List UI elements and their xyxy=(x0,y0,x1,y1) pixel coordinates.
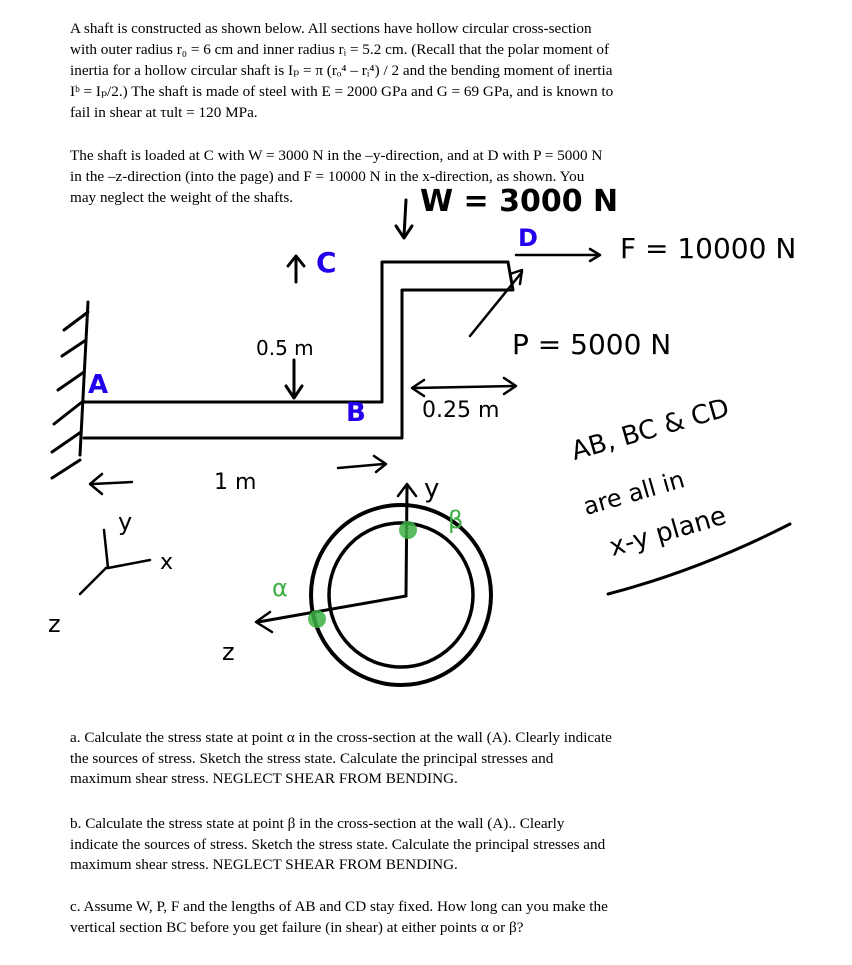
loading-line-3: may neglect the weight of the shafts. xyxy=(70,189,294,206)
plane-note-line-2: are all in xyxy=(580,465,688,521)
beta-point xyxy=(399,521,417,539)
half-m-label: 0.5 m xyxy=(256,336,314,360)
a-label: A xyxy=(88,370,109,400)
question-a xyxy=(70,728,770,790)
plane-note-line-1: AB, BC & CD xyxy=(568,393,733,467)
alpha-point xyxy=(308,610,326,628)
plane-note-line-3: x-y plane xyxy=(606,500,730,563)
axis-x-label: x xyxy=(160,550,174,575)
question-b xyxy=(70,814,770,876)
intro-line-5: fail in shear at τult = 120 MPa. xyxy=(70,104,258,121)
alpha-label: α xyxy=(272,574,288,602)
c-label: C xyxy=(316,246,337,279)
f-label: F = 10000 N xyxy=(620,232,797,265)
quarter-m-label: 0.25 m xyxy=(422,398,500,423)
beta-label: β xyxy=(448,506,464,534)
cs-y-label: y xyxy=(424,474,440,504)
cs-z-label: z xyxy=(222,638,235,666)
loading-line-1: The shaft is loaded at C with W = 3000 N in the –y-direction, and at D with P = 5000 N xyxy=(70,147,603,164)
axis-z-label: z xyxy=(48,610,61,638)
intro-line-4: Iᵇ = Iₚ/2.) The shaft is made of steel with E = 2000 GPa and G = 69 GPa, and is known to xyxy=(70,83,614,100)
one-m-label: 1 m xyxy=(214,470,257,495)
question-b-line-2: indicate the sources of stress. Sketch the stress state. Calculate the principal stresses and xyxy=(70,835,606,853)
d-label: D xyxy=(518,224,538,252)
b-label: B xyxy=(346,398,366,428)
question-b-line-3: maximum shear stress. NEGLECT SHEAR FROM BENDING. xyxy=(70,856,458,873)
question-b-line-1: b. Calculate the stress state at point β in the cross-section at the wall (A).. Clearly xyxy=(70,815,565,832)
question-a-line-3: maximum shear stress. NEGLECT SHEAR FROM BENDING. xyxy=(70,770,458,787)
loading-line-2: in the –z-direction (into the page) and F = 10000 N in the x-direction, as shown. You xyxy=(70,168,585,185)
question-a-line-1: a. Calculate the stress state at point α in the cross-section at the wall (A). Clearly indicate xyxy=(70,729,612,746)
intro-line-3: inertia for a hollow circular shaft is Iₚ = π (rₒ⁴ – rᵢ⁴) / 2 and the bending moment of inertia xyxy=(70,62,613,79)
question-a-line-2: the sources of stress. Sketch the stress state. Calculate the principal stresses and xyxy=(70,749,554,767)
p-label: P = 5000 N xyxy=(512,328,672,361)
question-c xyxy=(70,897,770,938)
question-c-line-1: c. Assume W, P, F and the lengths of AB and CD stay fixed. How long can you make the xyxy=(70,898,608,915)
w-label: W = 3000 N xyxy=(420,184,619,219)
axis-y-label: y xyxy=(118,508,133,536)
question-c-line-2: vertical section BC before you get failure (in shear) at either points α or β? xyxy=(70,918,524,936)
intro-line-1: A shaft is constructed as shown below. All sections have hollow circular cross-section xyxy=(70,20,592,37)
intro-line-2: with outer radius r₀ = 6 cm and inner radius rᵢ = 5.2 cm. (Recall that the polar moment of xyxy=(70,41,610,58)
